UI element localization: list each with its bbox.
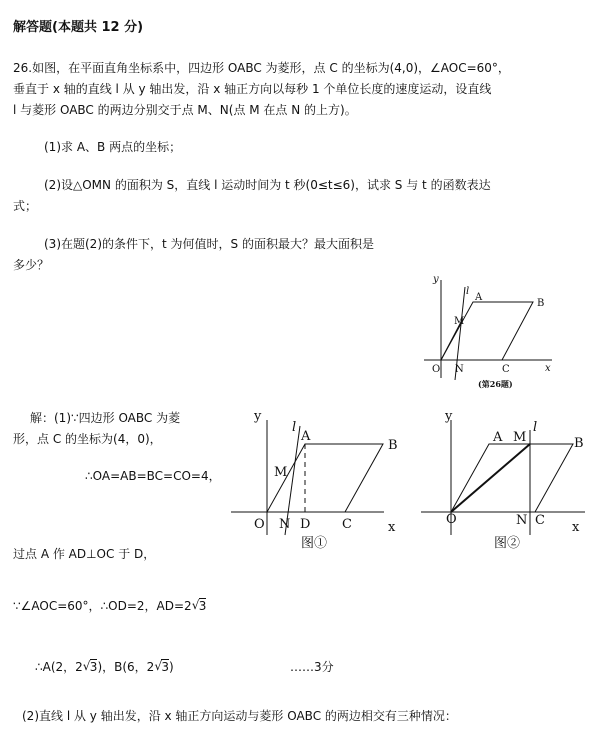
fig1-label-D: D: [300, 517, 311, 532]
section-header: 解答题(本题共 12 分): [13, 20, 144, 35]
solution-line-6: [35, 659, 174, 675]
fig26-label-A: A: [475, 292, 483, 303]
fig1-label-M: M: [274, 465, 288, 480]
fig1-label-N: N: [279, 517, 291, 532]
fig2-label-x: x: [572, 520, 580, 535]
fig2-label-B: B: [574, 436, 584, 451]
fig1-label-A: A: [301, 429, 311, 444]
fig1-label-O: O: [254, 517, 265, 532]
question-2-line-1: (2)设△OMN 的面积为 S，直线 l 运动时间为 t 秒(0≤t≤6)，试求 S 与 t 的函数表达: [44, 178, 491, 192]
fig2-label-C: C: [535, 513, 545, 528]
coord-B-end: ): [168, 660, 174, 674]
fig2-label-y: y: [445, 409, 453, 424]
fig1-label-l: l: [292, 420, 297, 435]
fig2-label-M: M: [513, 430, 527, 445]
question-1: (1)求 A、B 两点的坐标；: [44, 140, 182, 154]
question-3-line-2: 多少？: [13, 258, 50, 272]
fig2-caption: 图②: [494, 536, 521, 551]
solution-line-5: [13, 598, 206, 614]
radicand-b: 3: [161, 660, 169, 674]
fig1-label-x: x: [388, 520, 396, 535]
fig2-label-l: l: [533, 420, 538, 435]
fig26-label-l: l: [466, 286, 470, 297]
fig2-label-N: N: [516, 513, 528, 528]
solution-line-7: (2)直线 l 从 y 轴出发，沿 x 轴正方向运动与菱形 OABC 的两边相交有三种情况：: [22, 709, 457, 723]
fig2-label-A: A: [493, 430, 503, 445]
fig26-label-O: O: [432, 364, 441, 375]
fig26-label-y: y: [433, 274, 439, 285]
fig26-label-N: N: [455, 364, 464, 375]
fig1-label-C: C: [342, 517, 352, 532]
solution-line-2: 形，点 C 的坐标为(4，0)，: [13, 432, 162, 446]
sqrt-3: [192, 598, 207, 614]
fig26-label-C: C: [502, 364, 510, 375]
radicand-a: 3: [89, 660, 98, 674]
score-mark: ……3分: [290, 660, 334, 674]
solution-line-3: ∴OA=AB=BC=CO=4，: [85, 469, 221, 483]
fig1-label-B: B: [388, 438, 398, 453]
fig26-label-B: B: [537, 298, 545, 309]
fig26-label-x: x: [545, 363, 551, 374]
coord-B-mid: )，B(6，2: [97, 660, 155, 674]
sqrt-3-a: [83, 659, 98, 675]
fig1-caption: 图①: [301, 536, 328, 551]
fig26-label-M: M: [454, 316, 465, 327]
solution-line-5-text: ∵∠AOC=60°，∴OD=2，AD=2: [13, 599, 192, 613]
problem-line-1: 26.如图，在平面直角坐标系中，四边形 OABC 为菱形，点 C 的坐标为(4,0)，∠AOC=60°，: [13, 61, 510, 75]
solution-line-1: 解：(1)∵四边形 OABC 为菱: [30, 411, 181, 425]
solution-line-4: 过点 A 作 AD⊥OC 于 D，: [13, 547, 156, 561]
question-2-line-2: 式；: [13, 199, 38, 213]
radicand: 3: [198, 599, 207, 613]
fig26-caption: (第26题): [478, 379, 513, 389]
problem-line-2: 垂直于 x 轴的直线 l 从 y 轴出发，沿 x 轴正方向以每秒 1 个单位长度的速度运动，设直线: [13, 82, 492, 96]
sqrt-3-b: [154, 659, 169, 675]
problem-line-3: l 与菱形 OABC 的两边分别交于点 M、N(点 M 在点 N 的上方)。: [13, 103, 357, 117]
fig2-label-O: O: [446, 512, 457, 527]
fig1-label-y: y: [254, 409, 262, 424]
coord-A-prefix: ∴A(2，2: [35, 660, 83, 674]
question-3-line-1: (3)在题(2)的条件下，t 为何值时，S 的面积最大？最大面积是: [44, 237, 374, 251]
